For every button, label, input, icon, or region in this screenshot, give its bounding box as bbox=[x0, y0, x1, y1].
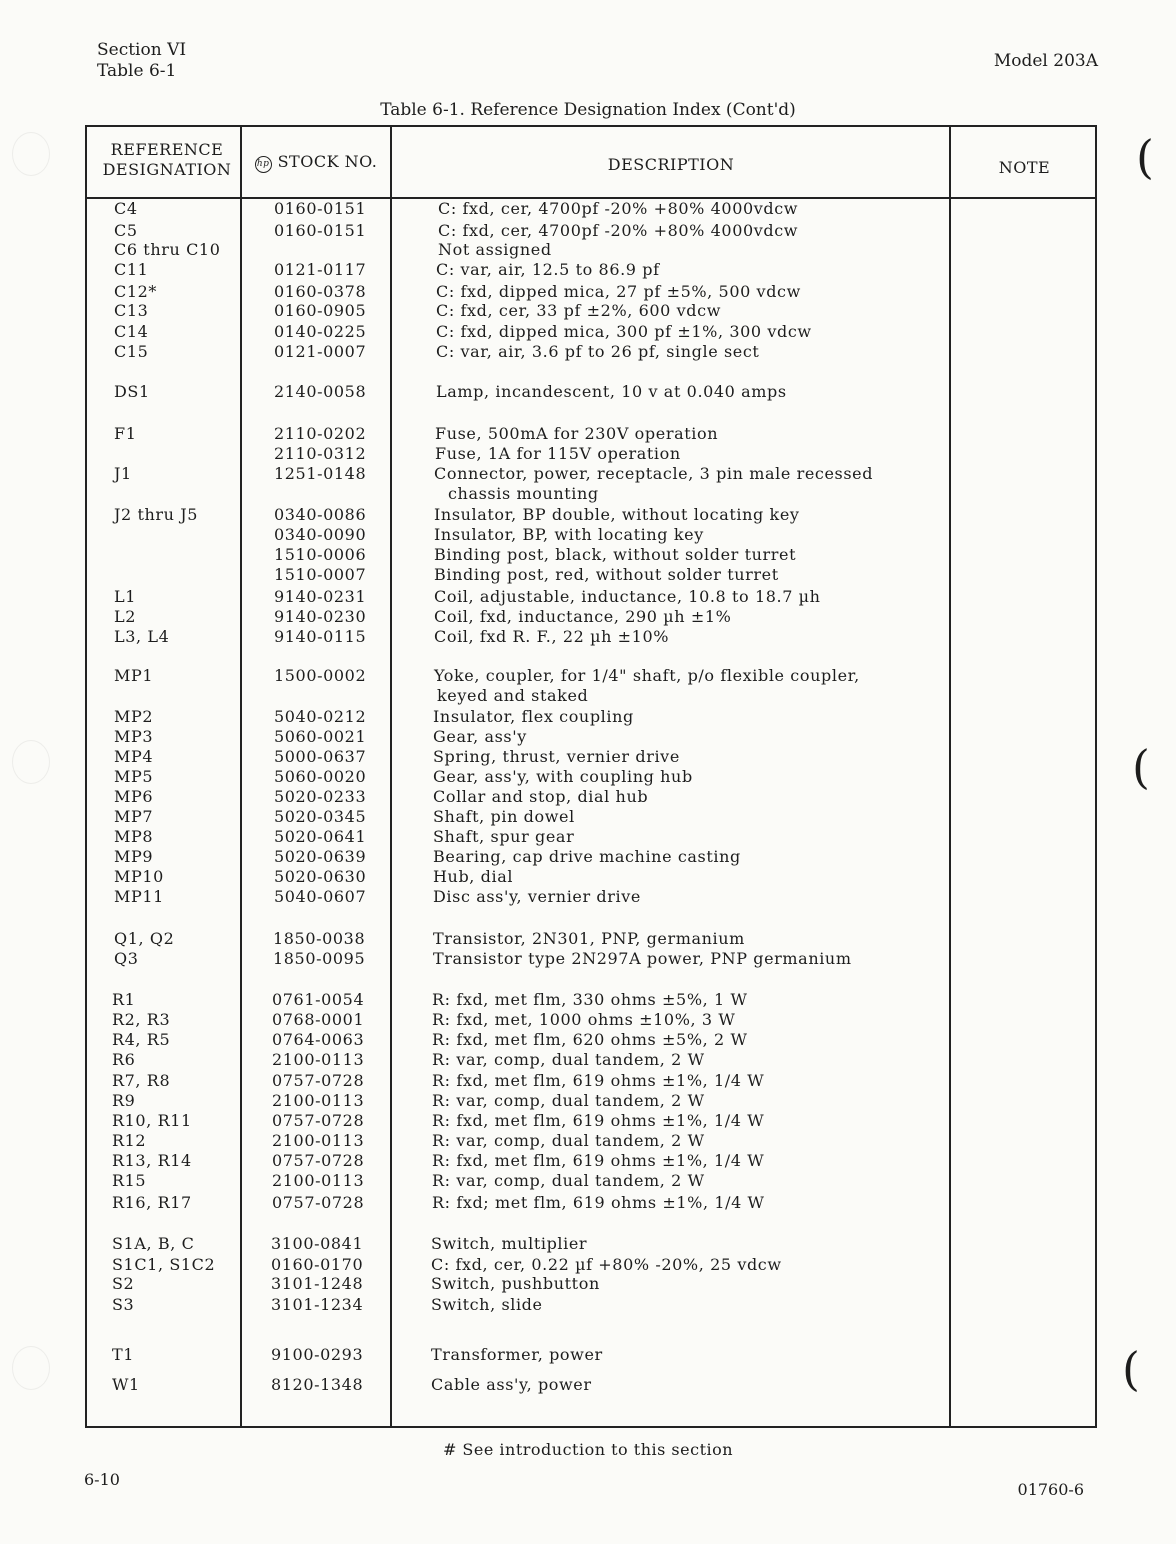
row-reference: C5 bbox=[114, 221, 138, 240]
row-reference: R2, R3 bbox=[112, 1010, 171, 1029]
reference-designation-table bbox=[85, 125, 1097, 1428]
row-description: C: fxd, dipped mica, 27 pf ±5%, 500 vdcw bbox=[436, 282, 801, 301]
row-reference: J1 bbox=[114, 464, 132, 483]
binder-ring-mark: ( bbox=[1122, 1342, 1140, 1396]
row-description: Spring, thrust, vernier drive bbox=[433, 747, 680, 766]
row-stock-number: 0140-0225 bbox=[274, 322, 367, 341]
row-reference: C12* bbox=[114, 282, 158, 301]
row-reference: MP6 bbox=[114, 787, 154, 806]
row-stock-number: 0757-0728 bbox=[272, 1151, 365, 1170]
hp-logo-icon bbox=[255, 156, 272, 173]
row-description: Shaft, pin dowel bbox=[433, 807, 575, 826]
row-description: Lamp, incandescent, 10 v at 0.040 amps bbox=[436, 382, 787, 401]
row-stock-number: 0121-0007 bbox=[274, 342, 367, 361]
punch-hole bbox=[12, 1346, 50, 1390]
row-stock-number: 2140-0058 bbox=[274, 382, 367, 401]
row-reference: R4, R5 bbox=[112, 1030, 171, 1049]
row-description: Binding post, red, without solder turret bbox=[434, 565, 779, 584]
row-stock-number: 3101-1248 bbox=[271, 1274, 364, 1293]
page-number: 6-10 bbox=[84, 1470, 120, 1489]
column-header-reference-line1: REFERENCE bbox=[110, 140, 224, 159]
row-stock-number: 5040-0212 bbox=[274, 707, 367, 726]
column-header-description: DESCRIPTION bbox=[607, 155, 735, 174]
row-description: Transistor type 2N297A power, PNP germanium bbox=[433, 949, 852, 968]
row-reference: MP9 bbox=[114, 847, 154, 866]
row-reference: DS1 bbox=[114, 382, 150, 401]
row-reference: S1A, B, C bbox=[112, 1234, 195, 1253]
row-reference: S1C1, S1C2 bbox=[112, 1255, 216, 1274]
row-description: chassis mounting bbox=[448, 484, 599, 503]
row-description: R: fxd, met flm, 330 ohms ±5%, 1 W bbox=[432, 990, 748, 1009]
row-description: Disc ass'y, vernier drive bbox=[433, 887, 641, 906]
row-description: Switch, multiplier bbox=[431, 1234, 588, 1253]
row-description: Transformer, power bbox=[431, 1345, 603, 1364]
row-stock-number: 5020-0345 bbox=[274, 807, 367, 826]
row-reference: R7, R8 bbox=[112, 1071, 171, 1090]
row-stock-number: 2100-0113 bbox=[272, 1091, 365, 1110]
column-divider bbox=[949, 127, 951, 1426]
row-description: Coil, adjustable, inductance, 10.8 to 18.7 µh bbox=[434, 587, 821, 606]
row-description: R: var, comp, dual tandem, 2 W bbox=[432, 1171, 705, 1190]
row-stock-number: 0761-0054 bbox=[272, 990, 365, 1009]
row-reference: MP2 bbox=[114, 707, 154, 726]
row-reference: R16, R17 bbox=[112, 1193, 192, 1212]
row-description: Connector, power, receptacle, 3 pin male recessed bbox=[434, 464, 874, 483]
column-header-note: NOTE bbox=[998, 158, 1051, 177]
row-stock-number: 9140-0230 bbox=[274, 607, 367, 626]
column-header-reference bbox=[97, 140, 237, 180]
row-description: C: fxd, cer, 0.22 µf +80% -20%, 25 vdcw bbox=[431, 1255, 782, 1274]
row-stock-number: 0764-0063 bbox=[272, 1030, 365, 1049]
row-description: Hub, dial bbox=[433, 867, 514, 886]
row-reference: T1 bbox=[112, 1345, 135, 1364]
row-reference: C11 bbox=[114, 260, 149, 279]
row-stock-number: 5000-0637 bbox=[274, 747, 367, 766]
row-description: R: fxd, met, 1000 ohms ±10%, 3 W bbox=[432, 1010, 736, 1029]
row-description: C: fxd, cer, 4700pf -20% +80% 4000vdcw bbox=[438, 199, 799, 218]
row-description: C: fxd, dipped mica, 300 pf ±1%, 300 vdcw bbox=[436, 322, 812, 341]
row-stock-number: 2110-0312 bbox=[274, 444, 367, 463]
row-description: Gear, ass'y bbox=[433, 727, 527, 746]
model-label: Model 203A bbox=[993, 51, 1098, 71]
row-description: Coil, fxd R. F., 22 µh ±10% bbox=[434, 627, 670, 646]
row-description: Shaft, spur gear bbox=[433, 827, 575, 846]
row-stock-number: 1510-0007 bbox=[274, 565, 367, 584]
row-description: Insulator, flex coupling bbox=[433, 707, 634, 726]
row-reference: C13 bbox=[114, 301, 149, 320]
row-stock-number: 0340-0090 bbox=[274, 525, 367, 544]
row-stock-number: 1850-0095 bbox=[273, 949, 366, 968]
row-stock-number: 0160-0151 bbox=[274, 199, 367, 218]
row-description: R: fxd, met flm, 620 ohms ±5%, 2 W bbox=[432, 1030, 748, 1049]
row-stock-number: 0757-0728 bbox=[272, 1071, 365, 1090]
row-stock-number: 0768-0001 bbox=[272, 1010, 365, 1029]
table-label: Table 6-1 bbox=[97, 61, 177, 81]
row-reference: MP4 bbox=[114, 747, 154, 766]
row-stock-number: 0121-0117 bbox=[274, 260, 367, 279]
row-stock-number: 5040-0607 bbox=[274, 887, 367, 906]
row-description: Switch, slide bbox=[431, 1295, 543, 1314]
row-stock-number: 1500-0002 bbox=[274, 666, 367, 685]
row-reference: C6 thru C10 bbox=[114, 240, 221, 259]
row-reference: S3 bbox=[112, 1295, 135, 1314]
row-reference: W1 bbox=[112, 1375, 140, 1394]
row-description: R: fxd; met flm, 619 ohms ±1%, 1/4 W bbox=[432, 1193, 765, 1212]
row-stock-number: 9140-0115 bbox=[274, 627, 367, 646]
row-description: Collar and stop, dial hub bbox=[433, 787, 649, 806]
row-stock-number: 2100-0113 bbox=[272, 1131, 365, 1150]
document-number: 01760-6 bbox=[1017, 1480, 1084, 1499]
row-reference: L3, L4 bbox=[114, 627, 170, 646]
row-reference: Q1, Q2 bbox=[114, 929, 175, 948]
row-stock-number: 2100-0113 bbox=[272, 1171, 365, 1190]
row-reference: MP8 bbox=[114, 827, 154, 846]
row-reference: R6 bbox=[112, 1050, 136, 1069]
row-reference: C14 bbox=[114, 322, 149, 341]
row-stock-number: 5060-0021 bbox=[274, 727, 367, 746]
row-description: C: fxd, cer, 4700pf -20% +80% 4000vdcw bbox=[438, 221, 799, 240]
row-reference: R12 bbox=[112, 1131, 147, 1150]
row-description: R: fxd, met flm, 619 ohms ±1%, 1/4 W bbox=[432, 1151, 765, 1170]
row-description: Fuse, 500mA for 230V operation bbox=[435, 424, 719, 443]
row-description: Fuse, 1A for 115V operation bbox=[435, 444, 681, 463]
row-reference: R15 bbox=[112, 1171, 147, 1190]
row-reference: MP5 bbox=[114, 767, 154, 786]
punch-hole bbox=[12, 740, 50, 784]
column-header-stock-label: STOCK NO. bbox=[277, 152, 378, 171]
row-reference: S2 bbox=[112, 1274, 135, 1293]
row-reference: F1 bbox=[114, 424, 137, 443]
row-description: C: var, air, 3.6 pf to 26 pf, single sect bbox=[436, 342, 760, 361]
row-reference: MP3 bbox=[114, 727, 154, 746]
row-description: R: fxd, met flm, 619 ohms ±1%, 1/4 W bbox=[432, 1111, 765, 1130]
row-description: Binding post, black, without solder turret bbox=[434, 545, 797, 564]
footnote: # See introduction to this section bbox=[442, 1440, 734, 1459]
row-description: R: var, comp, dual tandem, 2 W bbox=[432, 1091, 705, 1110]
row-description: Coil, fxd, inductance, 290 µh ±1% bbox=[434, 607, 732, 626]
row-stock-number: 0160-0378 bbox=[274, 282, 367, 301]
column-divider bbox=[390, 127, 392, 1426]
section-label: Section VI bbox=[97, 40, 187, 60]
row-stock-number: 0160-0905 bbox=[274, 301, 367, 320]
row-stock-number: 5020-0639 bbox=[274, 847, 367, 866]
row-stock-number: 2110-0202 bbox=[274, 424, 367, 443]
row-stock-number: 5060-0020 bbox=[274, 767, 367, 786]
row-stock-number: 3100-0841 bbox=[271, 1234, 364, 1253]
row-reference: L1 bbox=[114, 587, 137, 606]
row-reference: J2 thru J5 bbox=[114, 505, 199, 524]
row-reference: L2 bbox=[114, 607, 137, 626]
row-stock-number: 0340-0086 bbox=[274, 505, 367, 524]
table-caption: Table 6-1. Reference Designation Index (Cont'd) bbox=[380, 100, 796, 120]
row-reference: MP7 bbox=[114, 807, 154, 826]
row-description: Switch, pushbutton bbox=[431, 1274, 600, 1293]
row-stock-number: 5020-0630 bbox=[274, 867, 367, 886]
row-reference: C15 bbox=[114, 342, 149, 361]
row-description: Gear, ass'y, with coupling hub bbox=[433, 767, 693, 786]
row-stock-number: 0757-0728 bbox=[272, 1193, 365, 1212]
row-stock-number: 2100-0113 bbox=[272, 1050, 365, 1069]
row-description: Insulator, BP, with locating key bbox=[434, 525, 704, 544]
punch-hole bbox=[12, 132, 50, 176]
row-stock-number: 5020-0233 bbox=[274, 787, 367, 806]
row-reference: MP11 bbox=[114, 887, 164, 906]
row-description: keyed and staked bbox=[437, 686, 589, 705]
row-description: C: fxd, cer, 33 pf ±2%, 600 vdcw bbox=[436, 301, 721, 320]
row-description: Cable ass'y, power bbox=[431, 1375, 592, 1394]
binder-ring-mark: ( bbox=[1136, 130, 1154, 184]
row-reference: C4 bbox=[114, 199, 138, 218]
row-stock-number: 0160-0170 bbox=[271, 1255, 364, 1274]
row-stock-number: 9100-0293 bbox=[271, 1345, 364, 1364]
row-description: Insulator, BP double, without locating key bbox=[434, 505, 800, 524]
row-description: Transistor, 2N301, PNP, germanium bbox=[433, 929, 745, 948]
row-description: R: fxd, met flm, 619 ohms ±1%, 1/4 W bbox=[432, 1071, 765, 1090]
row-description: C: var, air, 12.5 to 86.9 pf bbox=[436, 260, 660, 279]
column-header-stock bbox=[243, 152, 389, 173]
row-stock-number: 0757-0728 bbox=[272, 1111, 365, 1130]
row-reference: MP1 bbox=[114, 666, 154, 685]
row-description: Bearing, cap drive machine casting bbox=[433, 847, 741, 866]
row-stock-number: 1251-0148 bbox=[274, 464, 367, 483]
row-description: R: var, comp, dual tandem, 2 W bbox=[432, 1131, 705, 1150]
row-description: Not assigned bbox=[438, 240, 552, 259]
row-stock-number: 1510-0006 bbox=[274, 545, 367, 564]
column-divider bbox=[240, 127, 242, 1426]
row-stock-number: 1850-0038 bbox=[273, 929, 366, 948]
row-reference: MP10 bbox=[114, 867, 164, 886]
row-stock-number: 3101-1234 bbox=[271, 1295, 364, 1314]
row-reference: R1 bbox=[112, 990, 136, 1009]
row-stock-number: 0160-0151 bbox=[274, 221, 367, 240]
row-reference: Q3 bbox=[114, 949, 139, 968]
row-reference: R13, R14 bbox=[112, 1151, 192, 1170]
column-header-reference-line2: DESIGNATION bbox=[102, 160, 232, 179]
binder-ring-mark: ( bbox=[1132, 740, 1150, 794]
row-description: Yoke, coupler, for 1/4" shaft, p/o flexible coupler, bbox=[434, 666, 860, 685]
row-reference: R10, R11 bbox=[112, 1111, 192, 1130]
row-description: R: var, comp, dual tandem, 2 W bbox=[432, 1050, 705, 1069]
row-stock-number: 8120-1348 bbox=[271, 1375, 364, 1394]
row-reference: R9 bbox=[112, 1091, 136, 1110]
row-stock-number: 9140-0231 bbox=[274, 587, 367, 606]
hp-logo-text: hp bbox=[256, 159, 270, 169]
row-stock-number: 5020-0641 bbox=[274, 827, 367, 846]
